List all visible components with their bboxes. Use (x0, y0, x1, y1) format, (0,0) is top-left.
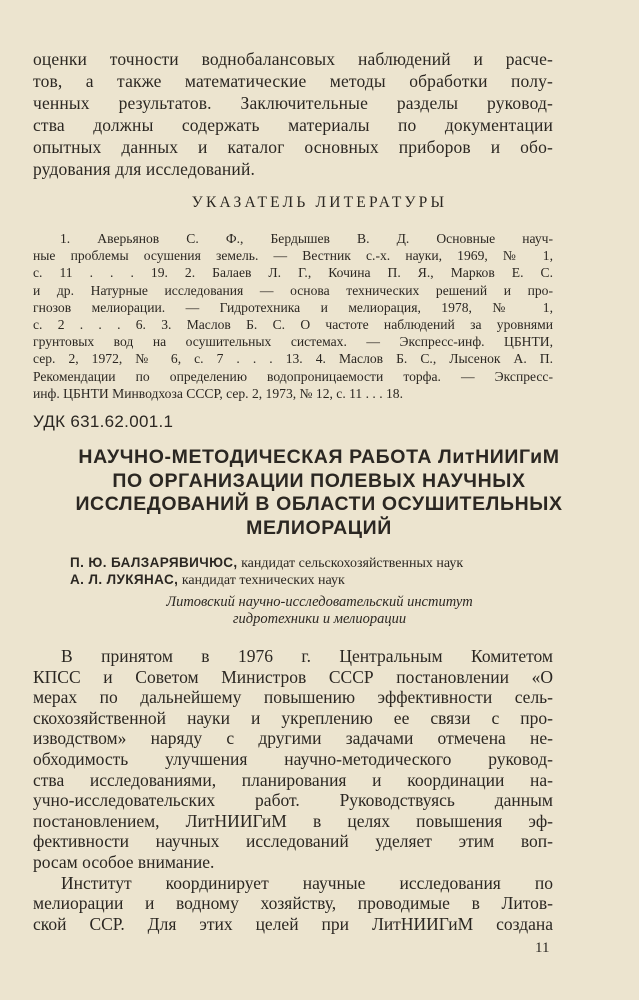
body-line: ства исследованиями, планирования и координации на- (33, 769, 553, 790)
body-line: учно-исследовательских работ. Руководствуясь данным (33, 790, 553, 811)
author-name: П. Ю. БАЛЗАРЯВИЧЮС, (70, 555, 238, 570)
body-line: В принятом в 1976 г. Центральным Комитетом (61, 646, 553, 666)
author-name: А. Л. ЛУКЯНАС, (70, 572, 179, 587)
body-line: постановлением, ЛитНИИГиМ в целях повышения эф- (33, 810, 553, 831)
intro-paragraph (33, 48, 553, 180)
references-heading: УКАЗАТЕЛЬ ЛИТЕРАТУРЫ (191, 194, 448, 211)
body-line: скохозяйственной науки и укреплению ее связи с про- (33, 707, 553, 728)
title-line: МЕЛИОРАЦИЙ (246, 516, 392, 539)
reference-line: ные проблемы осушения земель. — Вестник с.-х. науки, 1969, № 1, (33, 248, 553, 264)
intro-line: опытных данных и каталог основных приборов и обо- (33, 137, 553, 157)
intro-line: рудования для исследований. (33, 159, 255, 179)
body-line: мерах по дальнейшему повышению эффективности сель- (33, 687, 553, 708)
institution-line: Литовский научно-исследовательский институт (166, 594, 473, 610)
body-line: КПСС и Советом Министров СССР постановлении «О (33, 666, 553, 687)
institution-line: гидротехники и мелиорации (232, 611, 407, 627)
udk-code: УДК 631.62.001.1 (33, 412, 174, 431)
title-line: ПО ОРГАНИЗАЦИИ ПОЛЕВЫХ НАУЧНЫХ (112, 469, 526, 492)
reference-line: Рекомендации по определению водопроницаемости торфа. — Экспресс- (33, 368, 553, 384)
reference-line: с. 2 . . . 6. 3. Маслов Б. С. О частоте наблюдений за уровнями (33, 316, 553, 332)
intro-line: ченных результатов. Заключительные разделы руковод- (33, 93, 553, 113)
body-line: фективности научных исследований уделяет этим воп- (33, 831, 553, 852)
institution (0, 594, 639, 628)
article-title (30, 446, 608, 540)
body-line: изводством» наряду с другими задачами отмечена не- (33, 728, 553, 749)
reference-line: 1. Аверьянов С. Ф., Бердышев В. Д. Основные науч- (60, 231, 553, 246)
intro-line: оценки точности воднобалансовых наблюдений и расче- (33, 49, 553, 69)
body-line: обходимость улучшения научно-методического руковод- (33, 748, 553, 769)
body-line: ской ССР. Для этих целей при ЛитНИИГиМ создана (33, 913, 553, 934)
reference-line: с. 11 . . . 19. 2. Балаев Л. Г., Кочина П. Я., Марков Е. С. (33, 265, 553, 281)
reference-line: инф. ЦБНТИ Минводхоза СССР, сер. 2, 1973, № 12, с. 11 . . . 18. (33, 385, 403, 401)
reference-line: гнозов мелиорации. — Гидротехника и мелиорация, 1978, № 1, (33, 299, 553, 315)
author-line (70, 554, 570, 571)
author-degree: кандидат технических наук (181, 573, 345, 588)
authors-block (70, 554, 570, 588)
page-number: 11 (535, 940, 550, 956)
intro-line: ства должны содержать материалы по документации (33, 115, 553, 135)
intro-line: тов, а также математические методы обработки полу- (33, 71, 553, 91)
body-line: росам особое внимание. (33, 851, 215, 872)
reference-line: сер. 2, 1972, № 6, с. 7 . . . 13. 4. Маслов Б. С., Лысенок А. П. (33, 351, 553, 367)
title-line: ИССЛЕДОВАНИЙ В ОБЛАСТИ ОСУШИТЕЛЬНЫХ (75, 493, 563, 515)
reference-line: и др. Натурные исследования — основа технических решений и про- (33, 282, 553, 298)
body-line: мелиорации и водному хозяйству, проводимые в Литов- (33, 893, 553, 914)
references-list (33, 230, 553, 402)
body-line: Институт координирует научные исследования по (61, 872, 553, 893)
reference-line: грунтовых вод на осушительных системах. — Экспресс-инф. ЦБНТИ, (33, 334, 553, 350)
author-degree: кандидат сельскохозяйственных наук (241, 556, 464, 571)
author-line (70, 571, 570, 588)
article-body (33, 646, 553, 934)
title-line: НАУЧНО-МЕТОДИЧЕСКАЯ РАБОТА ЛитНИИГиМ (78, 446, 560, 468)
